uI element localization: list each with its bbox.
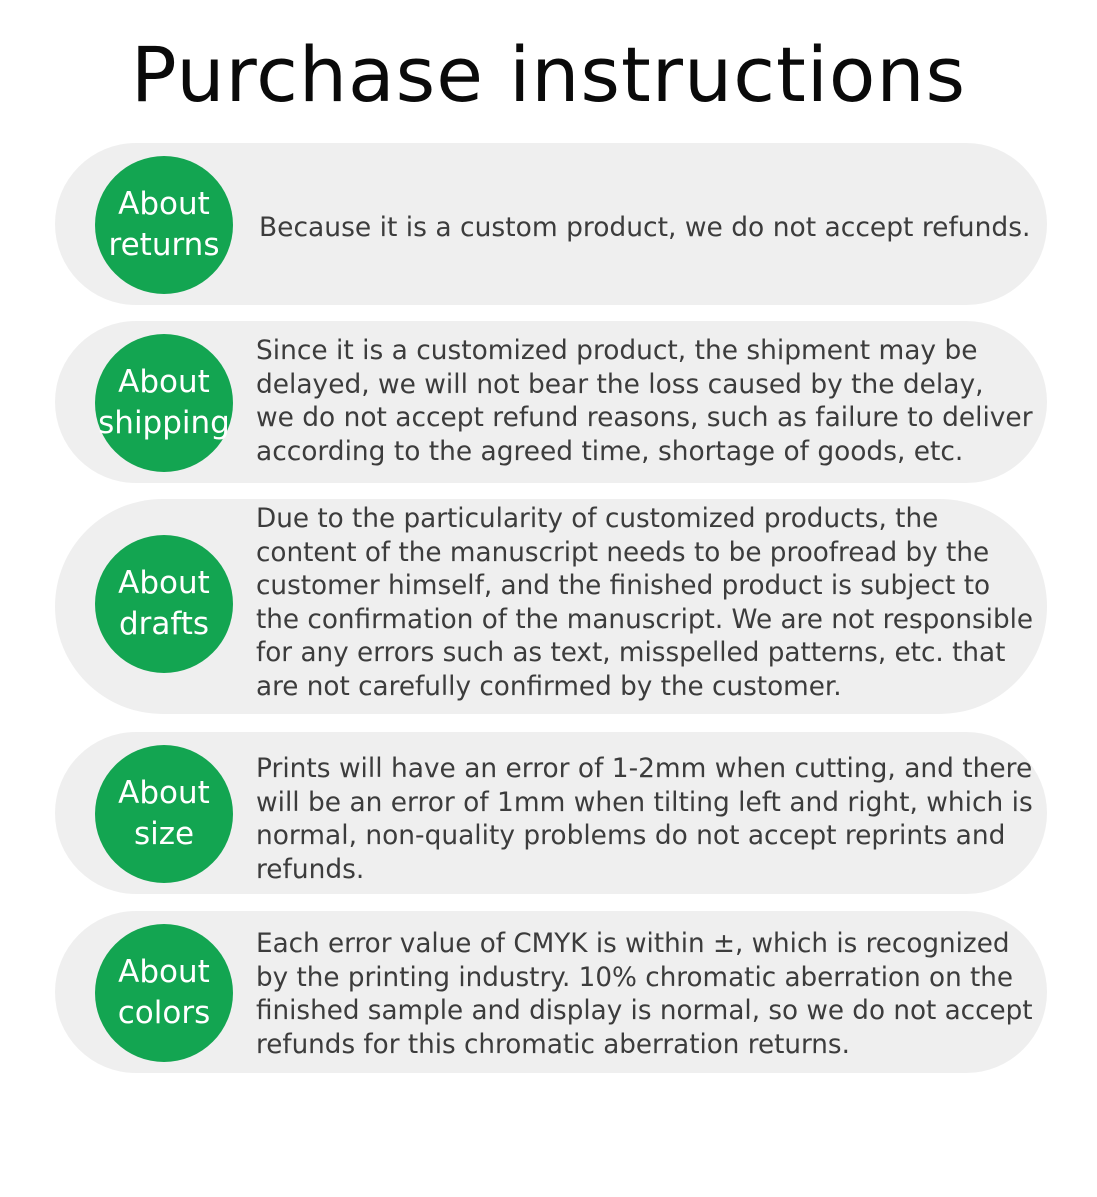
text-line: customer himself, and the finished product is subject to: [256, 571, 991, 601]
page-title: Purchase instructions: [130, 30, 967, 119]
text-line: refunds.: [256, 853, 365, 885]
text-line: are not carefully confirmed by the customer.: [256, 671, 842, 702]
text-line: normal, non-quality problems do not accept reprints and: [256, 820, 1006, 851]
text-line: by the printing industry. 10% chromatic aberration on the: [256, 962, 1014, 993]
drafts-badge-line-2: drafts: [118, 606, 210, 642]
size-text: [256, 752, 1033, 886]
text-line: Because it is a custom product, we do not accept refunds.: [259, 212, 1031, 243]
size-badge-line-2: size: [133, 816, 195, 852]
colors-badge-line-2: colors: [117, 995, 211, 1031]
drafts-panel: [55, 499, 1047, 714]
shipping-text: [256, 334, 1033, 468]
text-line: Prints will have an error of 1-2mm when cutting, and there: [256, 753, 1033, 784]
shipping-panel: [55, 321, 1047, 483]
returns-text: [259, 211, 1030, 245]
colors-panel: [55, 911, 1047, 1073]
text-line: for any errors such as text, misspelled patterns, etc. that: [256, 638, 1006, 668]
colors-badge: [95, 924, 233, 1062]
returns-panel: [55, 143, 1047, 305]
text-line: delayed, we will not bear the loss caused by the delay,: [256, 368, 984, 400]
drafts-badge-line-1: About: [118, 565, 210, 601]
text-line: Each error value of CMYK is within ±, which is recognized: [256, 929, 1010, 959]
shipping-badge-line-2: shipping: [98, 405, 230, 441]
colors-badge-line-1: About: [118, 954, 210, 990]
size-badge: [95, 745, 233, 883]
size-panel: [55, 732, 1047, 894]
text-line: finished sample and display is normal, so we do not accept: [256, 996, 1033, 1026]
text-line: refunds for this chromatic aberration returns.: [256, 1029, 850, 1060]
shipping-badge-line-1: About: [118, 364, 210, 400]
returns-badge: [95, 156, 233, 294]
text-line: Due to the particularity of customized products, the: [256, 504, 939, 534]
text-line: content of the manuscript needs to be proofread by the: [256, 537, 990, 568]
text-line: Since it is a customized product, the shipment may be: [256, 335, 978, 366]
returns-badge-line-2: returns: [108, 227, 220, 263]
text-line: according to the agreed time, shortage of goods, etc.: [256, 435, 964, 467]
size-badge-line-1: About: [118, 775, 210, 811]
drafts-text: [256, 503, 1033, 704]
drafts-badge: [95, 535, 233, 673]
text-line: will be an error of 1mm when tilting left and right, which is: [256, 786, 1033, 818]
shipping-badge: [95, 334, 233, 472]
returns-badge-line-1: About: [118, 186, 210, 222]
text-line: we do not accept refund reasons, such as failure to deliver: [256, 402, 1033, 433]
colors-text: [256, 928, 1033, 1062]
text-line: the confirmation of the manuscript. We are not responsible: [256, 604, 1034, 635]
